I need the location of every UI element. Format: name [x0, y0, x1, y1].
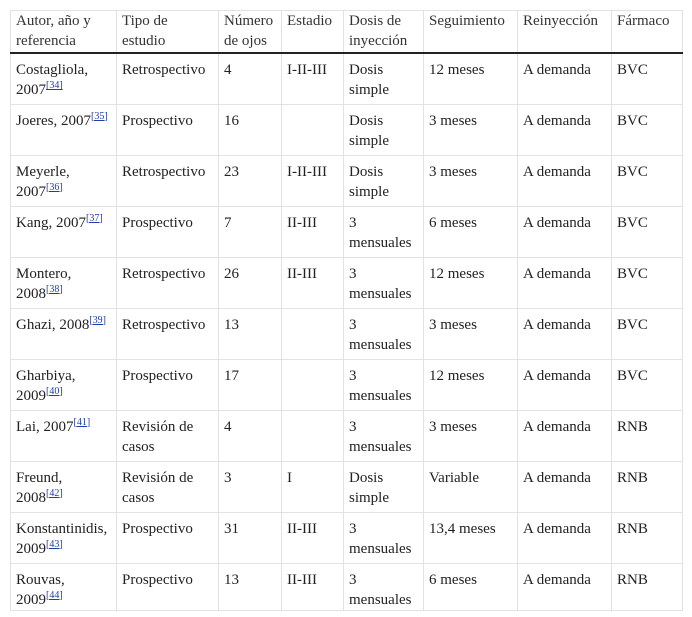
header-cell: Estadio	[282, 11, 344, 54]
header-row	[11, 11, 683, 54]
farmaco-cell: BVC	[612, 155, 683, 206]
table-row	[11, 104, 683, 155]
estadio-cell: I-II-III	[282, 155, 344, 206]
dosis-cell: 3 mensuales	[344, 206, 424, 257]
table-row	[11, 206, 683, 257]
reinyeccion-cell: A demanda	[518, 104, 612, 155]
author-cell	[11, 308, 117, 359]
estadio-cell: II-III	[282, 512, 344, 563]
dosis-cell: 3 mensuales	[344, 257, 424, 308]
dosis-cell: Dosis simple	[344, 53, 424, 104]
farmaco-cell: BVC	[612, 359, 683, 410]
tipo-cell: Retrospectivo	[117, 257, 219, 308]
estadio-cell	[282, 308, 344, 359]
seguimiento-cell: 3 meses	[424, 410, 518, 461]
seguimiento-cell: 6 meses	[424, 563, 518, 610]
farmaco-cell: RNB	[612, 512, 683, 563]
reference-link[interactable]: [40]	[46, 385, 63, 397]
estadio-cell	[282, 104, 344, 155]
estadio-cell: I-II-III	[282, 53, 344, 104]
tipo-cell: Revisión de casos	[117, 410, 219, 461]
table-row	[11, 461, 683, 512]
dosis-cell: 3 mensuales	[344, 410, 424, 461]
table-row	[11, 410, 683, 461]
farmaco-cell: RNB	[612, 410, 683, 461]
author-text: Konstantinidis, 2009	[16, 520, 108, 557]
author-text: Freund, 2008	[16, 469, 63, 506]
reference-link[interactable]: [44]	[46, 589, 63, 601]
ojos-cell: 31	[219, 512, 282, 563]
seguimiento-cell: 12 meses	[424, 359, 518, 410]
reinyeccion-cell: A demanda	[518, 206, 612, 257]
seguimiento-cell: 12 meses	[424, 257, 518, 308]
author-text: Joeres, 2007	[16, 112, 91, 129]
header-cell: Seguimiento	[424, 11, 518, 54]
seguimiento-cell: Variable	[424, 461, 518, 512]
ojos-cell: 26	[219, 257, 282, 308]
farmaco-cell: RNB	[612, 563, 683, 610]
ojos-cell: 4	[219, 410, 282, 461]
tipo-cell: Revisión de casos	[117, 461, 219, 512]
author-cell	[11, 206, 117, 257]
dosis-cell: Dosis simple	[344, 155, 424, 206]
header-cell: Fármaco	[612, 11, 683, 54]
farmaco-cell: RNB	[612, 461, 683, 512]
reference-link[interactable]: [36]	[46, 181, 63, 193]
reinyeccion-cell: A demanda	[518, 308, 612, 359]
author-cell	[11, 563, 117, 610]
table-row	[11, 512, 683, 563]
ojos-cell: 16	[219, 104, 282, 155]
header-cell: Autor, año y referencia	[11, 11, 117, 54]
author-cell	[11, 104, 117, 155]
reference-link[interactable]: [42]	[46, 487, 63, 499]
farmaco-cell: BVC	[612, 206, 683, 257]
reference-link[interactable]: [37]	[86, 212, 103, 224]
ojos-cell: 13	[219, 563, 282, 610]
estadio-cell: I	[282, 461, 344, 512]
estadio-cell: II-III	[282, 206, 344, 257]
author-text: Rouvas, 2009	[16, 571, 65, 608]
table-row	[11, 155, 683, 206]
estadio-cell	[282, 410, 344, 461]
reference-link[interactable]: [38]	[46, 283, 63, 295]
reinyeccion-cell: A demanda	[518, 410, 612, 461]
estadio-cell: II-III	[282, 563, 344, 610]
reference-link[interactable]: [35]	[91, 110, 108, 122]
author-cell	[11, 461, 117, 512]
author-text: Montero, 2008	[16, 265, 72, 302]
tipo-cell: Prospectivo	[117, 563, 219, 610]
seguimiento-cell: 3 meses	[424, 308, 518, 359]
author-text: Ghazi, 2008	[16, 316, 90, 333]
dosis-cell: Dosis simple	[344, 461, 424, 512]
reference-link[interactable]: [41]	[73, 416, 91, 428]
tipo-cell: Prospectivo	[117, 512, 219, 563]
dosis-cell: 3 mensuales	[344, 563, 424, 610]
author-cell	[11, 257, 117, 308]
reinyeccion-cell: A demanda	[518, 461, 612, 512]
author-text: Gharbiya, 2009	[16, 367, 76, 404]
header-cell: Dosis de inyección	[344, 11, 424, 54]
seguimiento-cell: 3 meses	[424, 155, 518, 206]
author-text: Costagliola, 2007	[16, 62, 89, 98]
seguimiento-cell: 12 meses	[424, 53, 518, 104]
tipo-cell: Prospectivo	[117, 359, 219, 410]
reinyeccion-cell: A demanda	[518, 53, 612, 104]
dosis-cell: Dosis simple	[344, 104, 424, 155]
farmaco-cell: BVC	[612, 257, 683, 308]
tipo-cell: Retrospectivo	[117, 53, 219, 104]
ojos-cell: 13	[219, 308, 282, 359]
studies-table-container	[10, 10, 682, 611]
reinyeccion-cell: A demanda	[518, 359, 612, 410]
header-cell: Reinyección	[518, 11, 612, 54]
author-text: Kang, 2007	[16, 214, 86, 231]
reference-link[interactable]: [39]	[89, 314, 106, 326]
tipo-cell: Retrospectivo	[117, 155, 219, 206]
reference-link[interactable]: [34]	[46, 80, 63, 91]
table-row	[11, 53, 683, 104]
ojos-cell: 17	[219, 359, 282, 410]
ojos-cell: 4	[219, 53, 282, 104]
studies-table	[10, 10, 683, 611]
estadio-cell	[282, 359, 344, 410]
author-text: Lai, 2007	[16, 418, 74, 435]
dosis-cell: 3 mensuales	[344, 359, 424, 410]
reinyeccion-cell: A demanda	[518, 257, 612, 308]
reinyeccion-cell: A demanda	[518, 155, 612, 206]
estadio-cell: II-III	[282, 257, 344, 308]
seguimiento-cell: 3 meses	[424, 104, 518, 155]
ojos-cell: 23	[219, 155, 282, 206]
tipo-cell: Prospectivo	[117, 104, 219, 155]
dosis-cell: 3 mensuales	[344, 308, 424, 359]
author-cell	[11, 410, 117, 461]
author-cell	[11, 359, 117, 410]
seguimiento-cell: 6 meses	[424, 206, 518, 257]
farmaco-cell: BVC	[612, 308, 683, 359]
author-cell	[11, 53, 117, 104]
farmaco-cell: BVC	[612, 53, 683, 104]
table-row	[11, 359, 683, 410]
table-row	[11, 563, 683, 610]
tipo-cell: Retrospectivo	[117, 308, 219, 359]
author-cell	[11, 512, 117, 563]
author-text: Meyerle, 2007	[16, 163, 70, 200]
reference-link[interactable]: [43]	[46, 538, 63, 550]
table-row	[11, 257, 683, 308]
ojos-cell: 3	[219, 461, 282, 512]
dosis-cell: 3 mensuales	[344, 512, 424, 563]
header-cell: Tipo de estudio	[117, 11, 219, 54]
header-cell: Número de ojos	[219, 11, 282, 54]
table-row	[11, 308, 683, 359]
tipo-cell: Prospectivo	[117, 206, 219, 257]
author-cell	[11, 155, 117, 206]
ojos-cell: 7	[219, 206, 282, 257]
farmaco-cell: BVC	[612, 104, 683, 155]
reinyeccion-cell: A demanda	[518, 563, 612, 610]
seguimiento-cell: 13,4 meses	[424, 512, 518, 563]
reinyeccion-cell: A demanda	[518, 512, 612, 563]
